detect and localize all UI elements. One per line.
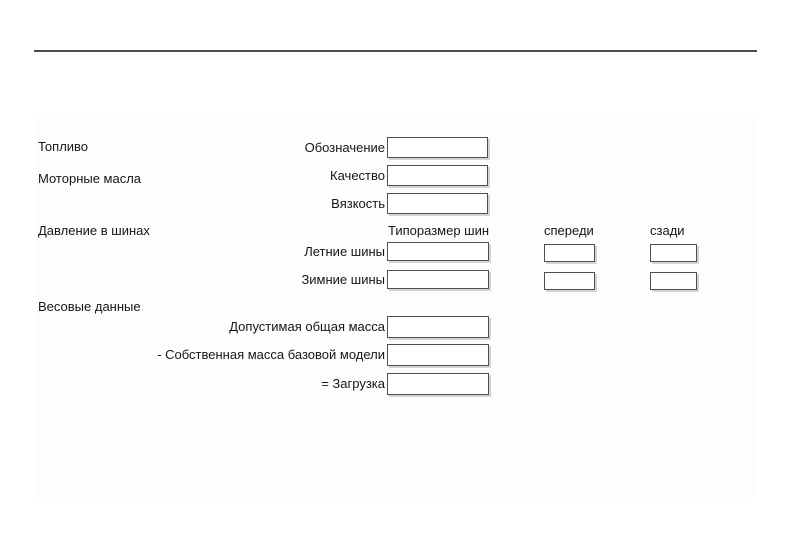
designation-label: Обозначение [304,140,385,155]
payload-label: = Загрузка [321,376,385,391]
curb-mass-input[interactable] [387,344,489,366]
gross-mass-input[interactable] [387,316,489,338]
quality-input[interactable] [387,165,488,186]
section-label-weights: Весовые данные [38,299,141,314]
payload-input[interactable] [387,373,489,395]
section-label-fuel: Топливо [38,139,89,154]
curb-mass-label: - Собственная масса базовой модели [157,347,385,362]
section-label-tire-pressure: Давление в шинах [38,223,150,238]
tire-rear-header: сзади [650,223,685,238]
tire-size-header: Типоразмер шин [388,223,490,238]
summer-tire-size-input[interactable] [387,242,489,261]
winter-tires-label: Зимние шины [301,272,385,287]
tire-front-header: спереди [544,223,594,238]
summer-rear-pressure-input[interactable] [650,244,697,262]
viscosity-label: Вязкость [331,196,385,211]
section-label-oils: Моторные масла [38,171,142,186]
summer-front-pressure-input[interactable] [544,244,595,262]
gross-mass-label: Допустимая общая масса [229,319,385,334]
winter-front-pressure-input[interactable] [544,272,595,290]
designation-input[interactable] [387,137,488,158]
winter-tire-size-input[interactable] [387,270,489,289]
top-divider [34,50,757,52]
quality-label: Качество [330,168,385,183]
viscosity-input[interactable] [387,193,488,214]
summer-tires-label: Летние шины [304,244,385,259]
winter-rear-pressure-input[interactable] [650,272,697,290]
